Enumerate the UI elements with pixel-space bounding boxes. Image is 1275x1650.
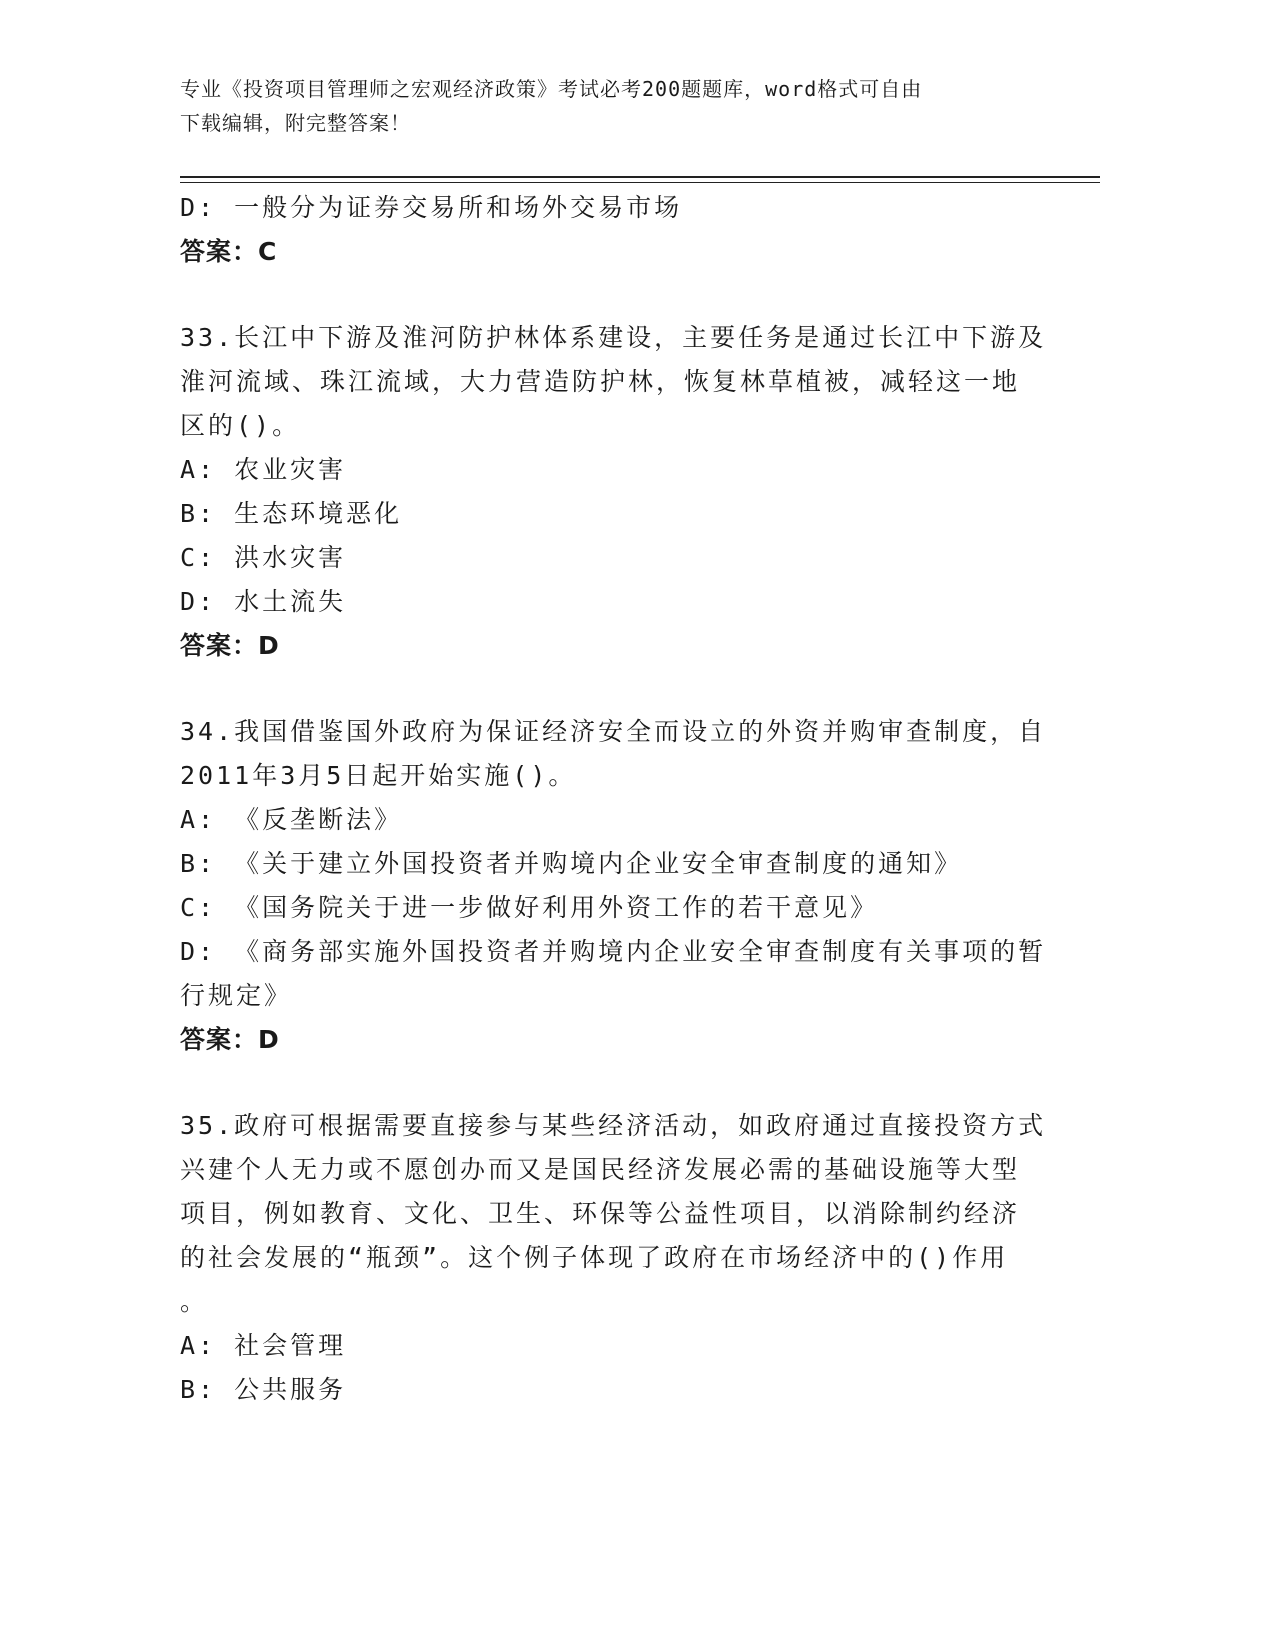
option-b: B: 《关于建立外国投资者并购境内企业安全审查制度的通知》 bbox=[180, 849, 963, 878]
question-33 bbox=[180, 316, 1080, 668]
page-header bbox=[180, 72, 1080, 140]
header-line-1: 专业《投资项目管理师之宏观经济政策》考试必考200题题库，word格式可自由 bbox=[180, 77, 923, 101]
option-a: A: 社会管理 bbox=[180, 1331, 347, 1360]
option-b: B: 生态环境恶化 bbox=[180, 499, 403, 528]
question-text-line: 。 bbox=[180, 1287, 209, 1316]
answer: 答案：D bbox=[180, 631, 280, 660]
question-text-line: 项目，例如教育、文化、卫生、环保等公益性项目，以消除制约经济 bbox=[180, 1199, 1021, 1228]
question-text-line: 34.我国借鉴国外政府为保证经济安全而设立的外资并购审查制度，自 bbox=[180, 717, 1047, 746]
option-c: C: 《国务院关于进一步做好利用外资工作的若干意见》 bbox=[180, 893, 879, 922]
header-line-2: 下载编辑，附完整答案！ bbox=[180, 111, 411, 135]
option-d: D: 一般分为证券交易所和场外交易市场 bbox=[180, 193, 683, 222]
answer: 答案：D bbox=[180, 1025, 280, 1054]
question-text-line: 区的()。 bbox=[180, 411, 301, 440]
option-b: B: 公共服务 bbox=[180, 1375, 347, 1404]
question-text-line: 的社会发展的“瓶颈”。这个例子体现了政府在市场经济中的()作用 bbox=[180, 1243, 1009, 1272]
question-text-line: 33.长江中下游及淮河防护林体系建设，主要任务是通过长江中下游及 bbox=[180, 323, 1047, 352]
option-d: D: 水土流失 bbox=[180, 587, 347, 616]
question-text-line: 2011年3月5日起开始实施()。 bbox=[180, 761, 577, 790]
option-c: C: 洪水灾害 bbox=[180, 543, 347, 572]
question-text-line: 35.政府可根据需要直接参与某些经济活动，如政府通过直接投资方式 bbox=[180, 1111, 1047, 1140]
question-text-line: 淮河流域、珠江流域，大力营造防护林，恢复林草植被，减轻这一地 bbox=[180, 367, 1021, 396]
option-d: D: 《商务部实施外国投资者并购境内企业安全审查制度有关事项的暂 bbox=[180, 937, 1047, 966]
question-34 bbox=[180, 710, 1080, 1062]
option-d-continued: 行规定》 bbox=[180, 981, 293, 1010]
question-content bbox=[180, 186, 1080, 1412]
question-35 bbox=[180, 1104, 1080, 1412]
option-a: A: 《反垄断法》 bbox=[180, 805, 403, 834]
header-divider-thick bbox=[180, 176, 1100, 178]
option-a: A: 农业灾害 bbox=[180, 455, 347, 484]
question-text-line: 兴建个人无力或不愿创办而又是国民经济发展必需的基础设施等大型 bbox=[180, 1155, 1021, 1184]
header-divider-thin bbox=[180, 182, 1100, 183]
answer: 答案：C bbox=[180, 237, 278, 266]
